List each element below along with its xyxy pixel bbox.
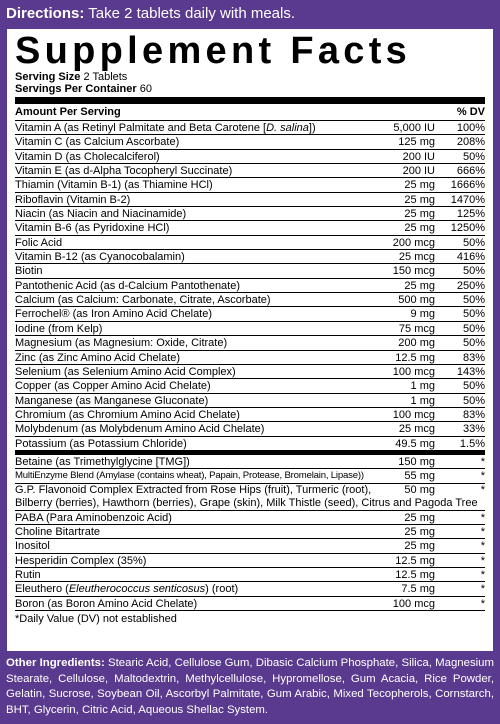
nutrient-amount: 1 mg: [410, 394, 435, 407]
nutrient-dv: 1666%: [450, 179, 485, 192]
table-row: [15, 511, 485, 525]
nutrient-name-text: Potassium (as Potassium Chloride): [15, 437, 187, 450]
nutrient-dv: *: [480, 511, 485, 524]
nutrient-dv: 50%: [462, 337, 485, 350]
nutrient-dv: 100%: [456, 122, 485, 134]
table-row: [15, 264, 485, 278]
nutrient-name-text: MultiEnzyme Blend (Amylase (contains wheat), Papain, Protease, Bromelain, Lipase)): [15, 470, 364, 482]
nutrient-dv: 50%: [462, 265, 485, 278]
nutrient-dv: *: [480, 583, 485, 596]
nutrient-name-text: Vitamin C (as Calcium Ascorbate): [15, 136, 180, 149]
directions-label: Directions:: [6, 5, 85, 22]
nutrient-dv: *: [480, 470, 485, 483]
nutrient-name: [15, 150, 335, 163]
nutrient-name-text: Biotin: [15, 265, 43, 278]
nutrient-amount: 75 mcg: [398, 322, 435, 335]
nutrient-dv: 50%: [462, 236, 485, 249]
nutrient-dv: 50%: [462, 322, 485, 335]
nutrient-name-text: Vitamin B-6 (as Pyridoxine HCl): [15, 222, 170, 235]
nutrient-amount: 25 mg: [404, 279, 435, 292]
nutrient-amount: 25 mg: [404, 525, 435, 538]
table-row: [15, 164, 485, 178]
nutrient-name: [15, 236, 335, 249]
nutrient-name: [15, 193, 335, 206]
nutrient-dv: *: [480, 568, 485, 581]
serving-size: [15, 71, 485, 83]
table-row: [15, 207, 485, 221]
table-row: [15, 135, 485, 149]
nutrient-dv: *: [480, 540, 485, 553]
nutrient-dv: 1250%: [450, 222, 485, 235]
nutrient-dv: 33%: [462, 423, 485, 436]
other-ingredients: [6, 656, 494, 718]
nutrient-amount: 55 mg: [404, 470, 435, 483]
nutrient-amount: 49.5 mg: [395, 437, 435, 450]
table-row: [15, 336, 485, 350]
nutrient-name: [15, 525, 335, 538]
nutrient-name-text: Niacin (as Niacin and Niacinamide): [15, 208, 187, 221]
nutrient-name: [15, 121, 335, 134]
table-row: [15, 279, 485, 293]
nutrient-name-text: Boron (as Boron Amino Acid Chelate): [15, 597, 198, 610]
nutrient-name-text: Thiamin (Vitamin B-1) (as Thiamine HCl): [15, 179, 213, 192]
table-row: [15, 379, 485, 393]
table-row: [15, 193, 485, 207]
nutrient-name-text: Calcium (as Calcium: Carbonate, Citrate, Ascorbate): [15, 294, 271, 307]
nutrient-name: [15, 351, 335, 364]
nutrient-name: [15, 582, 335, 595]
nutrient-name-text: Ferrochel® (as Iron Amino Acid Chelate): [15, 308, 213, 321]
nutrient-name: [15, 221, 335, 234]
table-row: [15, 365, 485, 379]
nutrient-name: [15, 455, 335, 468]
nutrient-dv: 83%: [462, 408, 485, 421]
flavonoid-row: [15, 484, 485, 511]
table-row: [15, 307, 485, 321]
footnote: *Daily Value (DV) not established: [15, 613, 177, 625]
table-row: [15, 322, 485, 336]
table-row: [15, 408, 485, 422]
nutrient-name: [15, 511, 335, 524]
nutrient-name: [15, 279, 335, 292]
nutrient-amount: 200 mg: [398, 337, 435, 350]
nutrient-name: [15, 322, 335, 335]
nutrient-amount: 25 mg: [404, 208, 435, 221]
table-row: [15, 422, 485, 436]
nutrient-name-text: Choline Bitartrate: [15, 525, 100, 538]
nutrient-amount: 25 mg: [404, 540, 435, 553]
table-row: [15, 539, 485, 553]
servings-label: Servings Per Container: [15, 83, 137, 95]
nutrient-dv: 50%: [462, 150, 485, 163]
other-list: [15, 455, 485, 611]
nutrient-name-text: Vitamin A (as Retinyl Palmitate and Beta Carotene [: [15, 122, 267, 134]
nutrient-name-text: Chromium (as Chromium Amino Acid Chelate): [15, 408, 240, 421]
servings-per-container: [15, 83, 485, 95]
nutrient-name-text: Manganese (as Manganese Gluconate): [15, 394, 209, 407]
nutrient-name-text: Pantothenic Acid (as d-Calcium Pantothenate): [15, 279, 241, 292]
nutrient-amount: 25 mcg: [398, 251, 435, 264]
nutrient-name-text: Vitamin E (as d-Alpha Tocopheryl Succinate): [15, 165, 233, 178]
nutrient-name: [15, 437, 335, 450]
table-row: [15, 250, 485, 264]
directions-text: Take 2 tablets daily with meals.: [84, 5, 296, 22]
table-row: [15, 554, 485, 568]
nutrient-dv: 250%: [456, 279, 485, 292]
nutrient-name-text: Folic Acid: [15, 236, 63, 249]
nutrient-name: [15, 365, 335, 378]
directions: [0, 0, 500, 28]
nutrient-dv: 50%: [462, 394, 485, 407]
serving-size-value: 2 Tablets: [80, 71, 128, 83]
table-row: [15, 597, 485, 611]
nutrient-amount: 100 mcg: [392, 597, 435, 610]
nutrient-name-text: Rutin: [15, 568, 41, 581]
nutrient-name: [15, 250, 335, 263]
nutrient-name: [15, 469, 375, 482]
nutrient-dv: 1470%: [450, 193, 485, 206]
nutrient-name: [15, 307, 335, 320]
nutrient-name: [15, 539, 335, 552]
nutrient-list: [15, 121, 485, 451]
table-row: [15, 525, 485, 539]
nutrient-name-text: Riboflavin (Vitamin B-2): [15, 193, 131, 206]
nutrient-name-italic: D. salina: [266, 122, 309, 134]
nutrient-name-text: Betaine (as Trimethylglycine [TMG]): [15, 455, 190, 468]
nutrient-name: [15, 379, 335, 392]
nutrient-name: [15, 422, 335, 435]
table-row: [15, 351, 485, 365]
nutrient-name-text: Vitamin D (as Cholecalciferol): [15, 150, 160, 163]
nutrient-dv: *: [480, 525, 485, 538]
table-row: [15, 236, 485, 250]
nutrient-name-text: Iodine (from Kelp): [15, 322, 103, 335]
flavonoid-amount: 50 mg: [404, 484, 435, 497]
nutrient-dv: 50%: [462, 308, 485, 321]
nutrient-amount: 9 mg: [410, 308, 435, 321]
nutrient-amount: 150 mcg: [392, 265, 435, 278]
nutrient-name: [15, 135, 335, 148]
nutrient-name: [15, 568, 335, 581]
nutrient-dv: 1.5%: [459, 437, 485, 450]
nutrient-amount: 12.5 mg: [395, 554, 435, 567]
table-row: [15, 221, 485, 235]
nutrient-dv: *: [480, 597, 485, 610]
amount-header: Amount Per Serving: [15, 106, 121, 118]
table-row: [15, 469, 485, 483]
nutrient-name-text: Magnesium (as Magnesium: Oxide, Citrate): [15, 337, 228, 350]
nutrient-name-text: PABA (Para Aminobenzoic Acid): [15, 511, 172, 524]
nutrient-name-after: ]): [308, 122, 316, 134]
table-row: [15, 178, 485, 192]
nutrient-amount: 12.5 mg: [395, 568, 435, 581]
other-ingredients-label: Other Ingredients:: [6, 657, 105, 669]
nutrient-name: [15, 554, 335, 567]
supplement-facts-panel: [7, 29, 493, 651]
other-ingredients-text: Stearic Acid, Cellulose Gum, Dibasic Calcium Phosphate, Silica, Magnesium Stearate, Cellulose, Maltodextrin, Methylcellulose, Hypromellose, Gum Acacia, Rice Powder, Gelatin, Sucrose, Soybean Oil, Ascorbyl Palmitate, Gum Arabic, Mixed Tecopherols, Cornstarch, BHT, Glycerin, Citric Acid, Aqueous Shellac System.: [6, 657, 494, 716]
nutrient-amount: 25 mg: [404, 193, 435, 206]
nutrient-dv: 83%: [462, 351, 485, 364]
nutrient-name: [15, 597, 335, 610]
nutrient-name: [15, 264, 335, 277]
nutrient-amount: 25 mg: [404, 179, 435, 192]
nutrient-name-text: Copper (as Copper Amino Acid Chelate): [15, 380, 211, 393]
nutrient-amount: 100 mcg: [392, 365, 435, 378]
nutrient-name-text: Molybdenum (as Molybdenum Amino Acid Chelate): [15, 423, 265, 436]
nutrient-dv: 416%: [456, 251, 485, 264]
flavonoid-line1: G.P. Flavonoid Complex Extracted from Rose Hips (fruit), Turmeric (root),: [15, 484, 372, 497]
nutrient-dv: 125%: [456, 208, 485, 221]
table-row: [15, 293, 485, 307]
table-row: [15, 582, 485, 596]
nutrient-dv: *: [480, 554, 485, 567]
nutrient-name: [15, 336, 335, 349]
table-row: [15, 121, 485, 135]
table-row: [15, 437, 485, 451]
nutrient-dv: 50%: [462, 380, 485, 393]
nutrient-name-text: Vitamin B-12 (as Cyanocobalamin): [15, 251, 185, 264]
table-row: [15, 150, 485, 164]
table-header: [15, 104, 485, 121]
nutrient-name-text: Eleuthero (: [15, 583, 69, 596]
nutrient-amount: 125 mg: [398, 136, 435, 149]
nutrient-amount: 200 IU: [402, 150, 435, 163]
nutrient-amount: 5,000 IU: [393, 122, 435, 134]
divider-thick: [15, 97, 485, 104]
nutrient-amount: 25 mcg: [398, 423, 435, 436]
nutrient-name-text: Selenium (as Selenium Amino Acid Complex): [15, 365, 236, 378]
nutrient-amount: 200 mcg: [392, 236, 435, 249]
table-row: [15, 455, 485, 469]
nutrient-amount: 7.5 mg: [401, 583, 435, 596]
nutrient-amount: 500 mg: [398, 294, 435, 307]
nutrient-dv: 666%: [456, 165, 485, 178]
nutrient-dv: 208%: [456, 136, 485, 149]
nutrient-amount: 100 mcg: [392, 408, 435, 421]
nutrient-dv: 50%: [462, 294, 485, 307]
nutrient-name: [15, 293, 335, 306]
nutrient-amount: 12.5 mg: [395, 351, 435, 364]
nutrient-name: [15, 394, 335, 407]
nutrient-amount: 150 mg: [398, 455, 435, 468]
nutrient-name: [15, 207, 335, 220]
nutrient-name-text: Zinc (as Zinc Amino Acid Chelate): [15, 351, 181, 364]
flavonoid-top: [15, 484, 485, 497]
flavonoid-line2: Bilberry (berries), Hawthorn (berries), Grape (skin), Milk Thistle (seed), Citrus and Pagoda Tree: [15, 496, 478, 509]
nutrient-name-text: Hesperidin Complex (35%): [15, 554, 147, 567]
nutrient-name-after: ) (root): [205, 583, 239, 596]
nutrient-name: [15, 178, 335, 191]
nutrient-amount: 200 IU: [402, 165, 435, 178]
flavonoid-dv: *: [480, 484, 485, 497]
nutrient-amount: 1 mg: [410, 380, 435, 393]
nutrient-name: [15, 164, 335, 177]
nutrient-name: [15, 408, 335, 421]
nutrient-name-italic: Eleutherococcus senticosus: [68, 583, 206, 596]
dv-header: % DV: [456, 106, 485, 118]
nutrient-dv: 143%: [456, 365, 485, 378]
table-row: [15, 568, 485, 582]
servings-value: 60: [136, 83, 152, 95]
nutrient-amount: 25 mg: [404, 511, 435, 524]
nutrient-dv: *: [480, 455, 485, 468]
serving-size-label: Serving Size: [15, 71, 81, 83]
table-row: [15, 394, 485, 408]
nutrient-name-text: Inositol: [15, 540, 50, 553]
nutrient-amount: 25 mg: [404, 222, 435, 235]
panel-title: Supplement Facts: [15, 30, 412, 72]
